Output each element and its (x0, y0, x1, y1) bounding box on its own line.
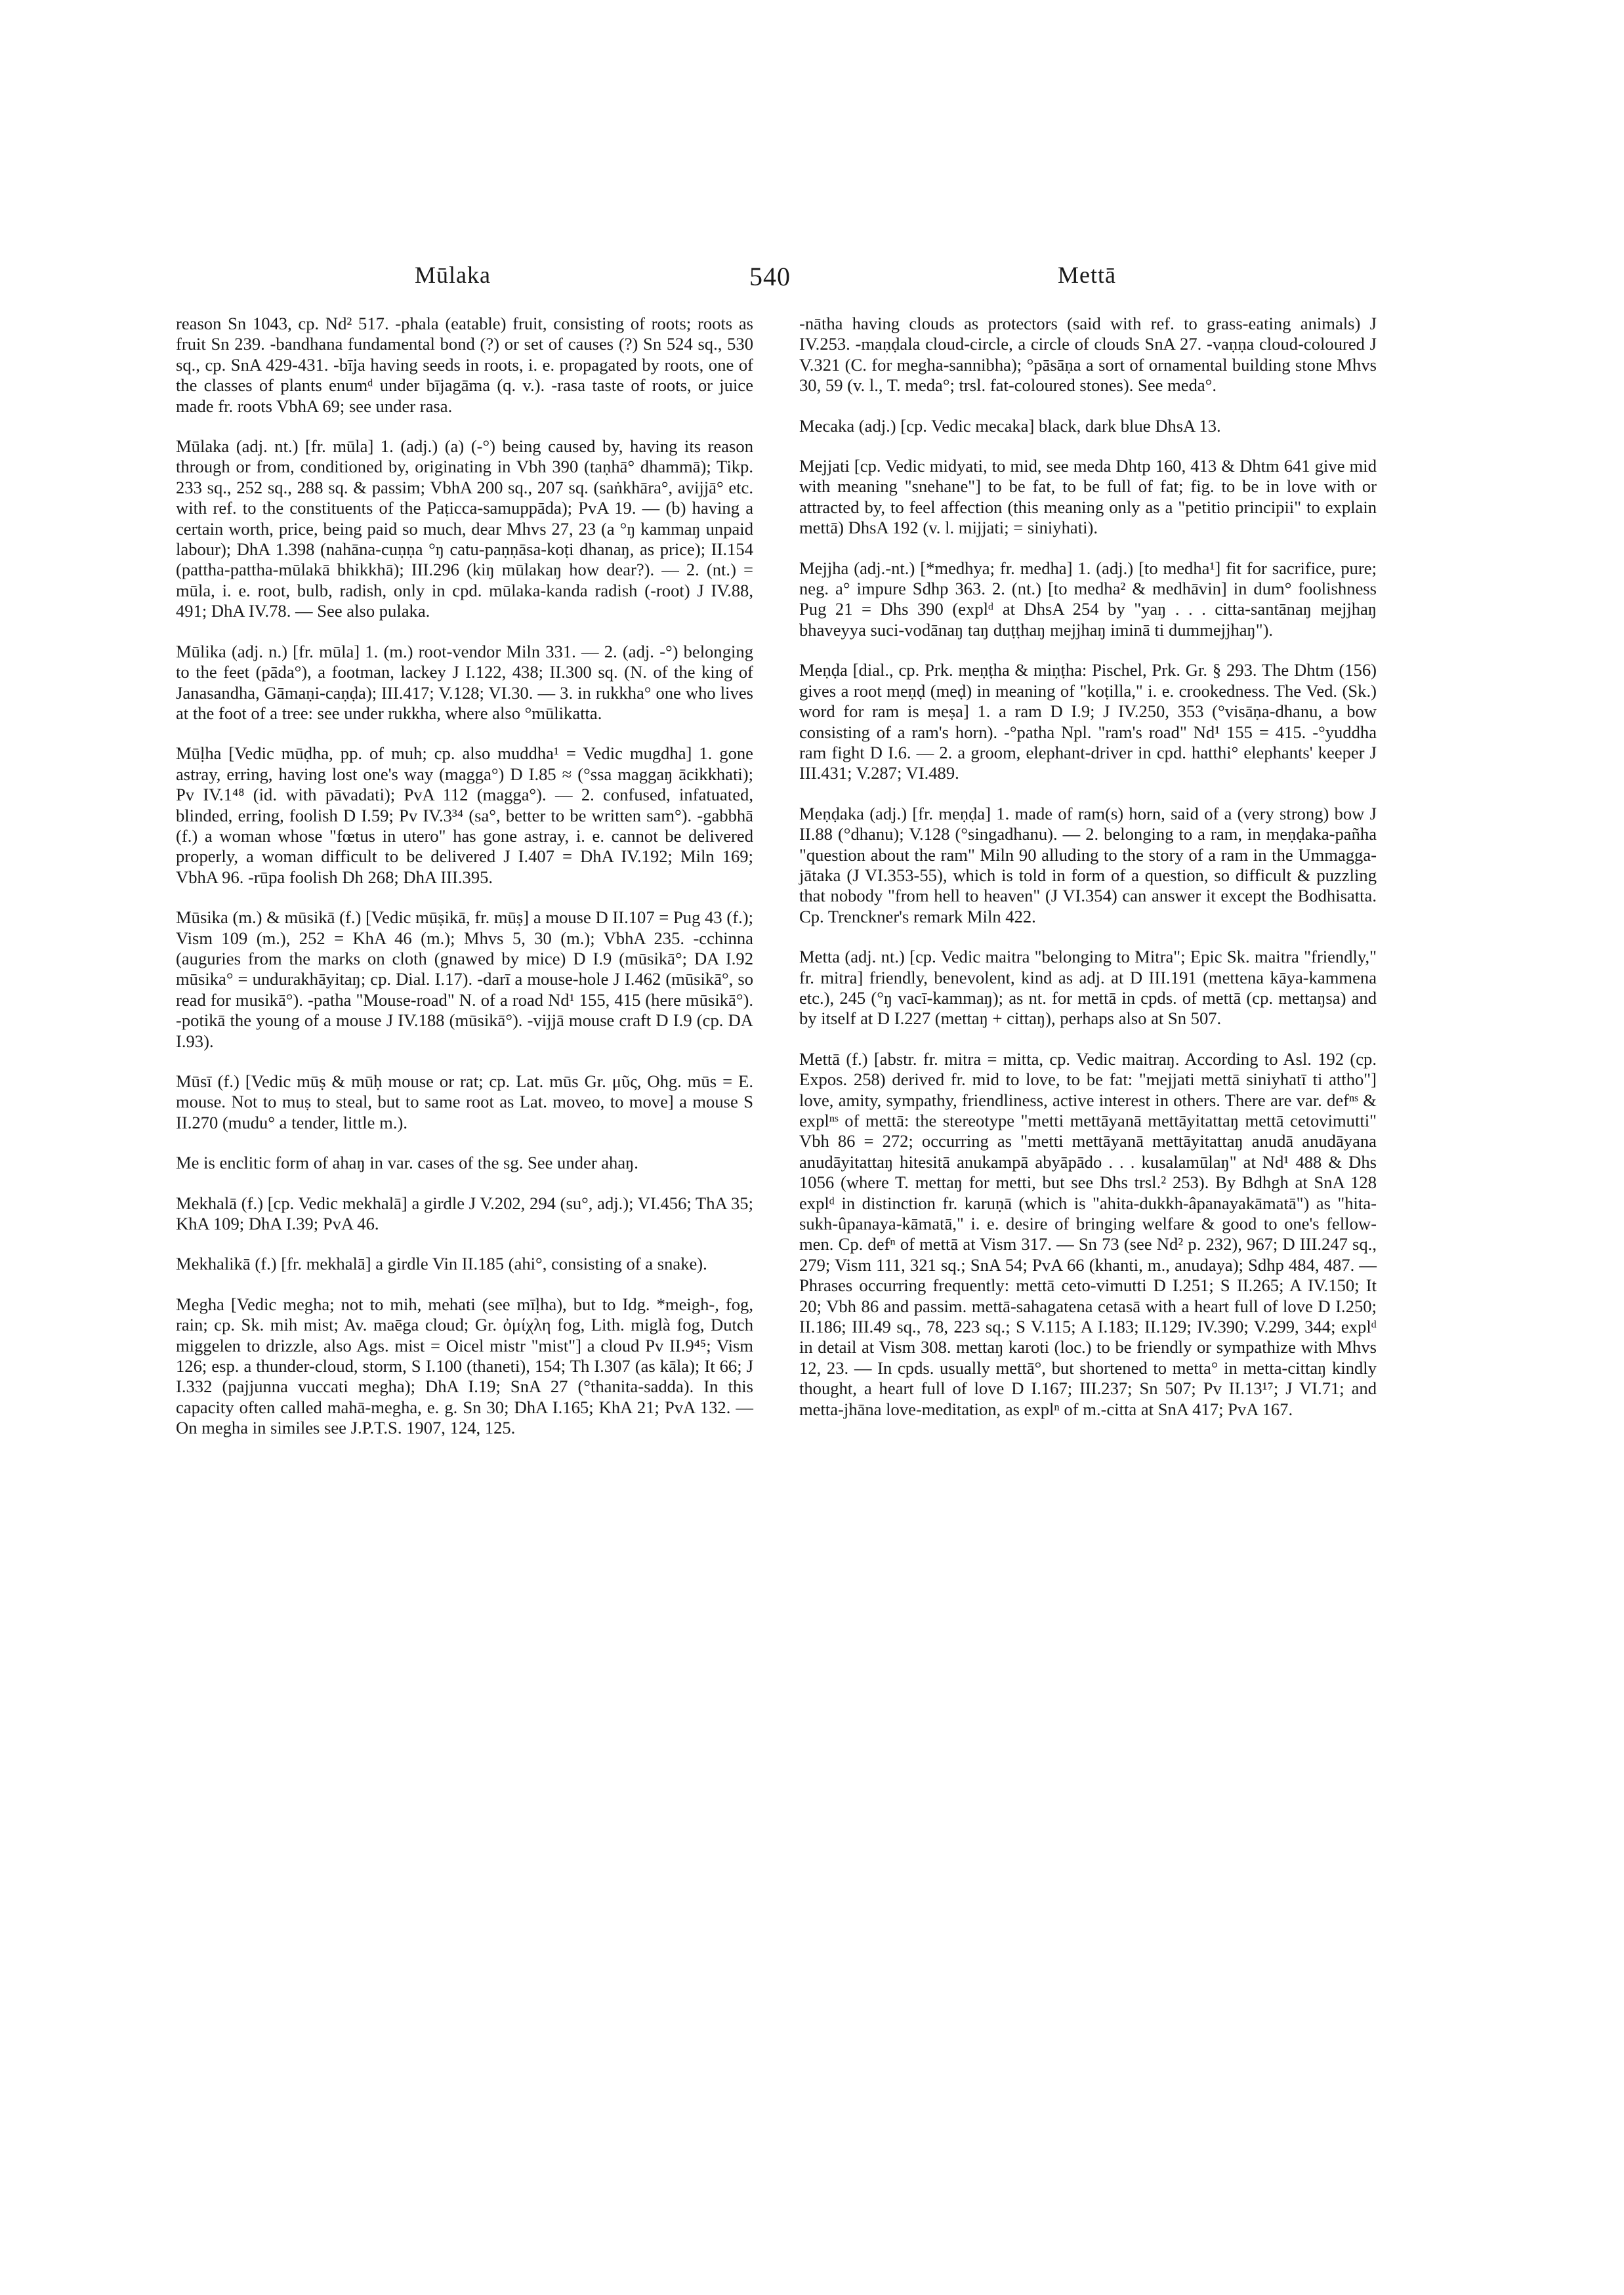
entry-mekhala: Mekhalā (f.) [cp. Vedic mekhalā] a girdle J V.202, 294 (su°, adj.); VI.456; ThA 35; KhA 109; DhA I.39; PvA 46. (176, 1193, 753, 1234)
entry-megha-continued: -nātha having clouds as protectors (said with ref. to grass-eating animals) J IV.253. -maṇḍala cloud-circle, a circle of clouds SnA 27. -vaṇṇa cloud-coloured J V.321 (C. for megha-sannibha); °pāsāṇa a sort of ornamental building stone Mhvs 30, 59 (v. l., T. meda°; trsl. fat-coloured stones). See meda°. (799, 314, 1377, 396)
entry-menda: Meṇḍa [dial., cp. Prk. meṇṭha & miṇṭha: Pischel, Prk. Gr. § 293. The Dhtm (156) gives a root meṇḍ (meḍ) in meaning of "koṭilla," i. e. crookedness. The Ved. (Sk.) word for ram is meṣa] 1. a ram D I.9; J IV.250, 353 (°visāṇa-dhanu, a bow consisting of a ram's horn). -°patha Npl. "ram's road" Nd¹ 155 = 415. -°yuddha ram fight D I.6. — 2. a groom, elephant-driver in cpd. hatthi° elephants' keeper J III.431; V.287; VI.489. (799, 660, 1377, 783)
running-head-left: Mūlaka (415, 262, 491, 288)
running-head-right: Mettā (1058, 262, 1116, 288)
entry-continuation: reason Sn 1043, cp. Nd² 517. -phala (eatable) fruit, consisting of roots; roots as fruit Sn 239. -bandhana fundamental bond (?) or set of causes (?) Sn 524 sq., 530 sq., cp. SnA 429-431. -bīja having seeds in roots, i. e. propagated by roots, one of the classes of plants enumᵈ under bījagāma (q. v.). -rasa taste of roots, or juice made fr. roots VbhA 69; see under rasa. (176, 314, 753, 416)
entry-mulha: Mūḷha [Vedic mūḍha, pp. of muh; cp. also muddha¹ = Vedic mugdha] 1. gone astray, erring, having lost one's way (magga°) D I.85 ≈ (°ssa maggaŋ ācikkhati); Pv IV.1⁴⁸ (id. with pāvadati); PvA 112 (magga°). — 2. confused, infatuated, blinded, erring, foolish D I.59; Pv IV.3³⁴ (sa°, better to be written sam°). -gabbhā (f.) a woman whose "fœtus in utero" has gone astray, i. e. cannot be delivered properly, a woman difficult to be delivered J I.407 = DhA IV.192; Miln 169; VbhA 96. -rūpa foolish Dh 268; DhA III.395. (176, 743, 753, 887)
entry-metta-adj: Metta (adj. nt.) [cp. Vedic maitra "belonging to Mitra"; Epic Sk. maitra "friendly," fr. mitra] friendly, benevolent, kind as adj. at D III.191 (mettena kāya-kammena etc.), 245 (°ŋ vacī-kammaŋ); as nt. for mettā in cpds. of mettā (cp. mettaŋsa) and by itself at D I.227 (mettaŋ + cittaŋ), perhaps also at Sn 507. (799, 947, 1377, 1029)
page-number: 540 (749, 262, 791, 291)
entry-musi: Mūsī (f.) [Vedic mūṣ & mūḥ mouse or rat; cp. Lat. mūs Gr. μῦς, Ohg. mūs = E. mouse. Not to muṣ to steal, but to same root as Lat. moveo, to move] a mouse S II.270 (mudu° a tender, little m.). (176, 1071, 753, 1132)
entry-megha: Megha [Vedic megha; not to mih, mehati (see mīḷha), but to Idg. *meigh-, fog, rain; cp. Sk. mih mist; Av. maēga cloud; Gr. ὀμίχλη fog, Lith. miglà fog, Dutch miggelen to drizzle, also Ags. mist = Oicel mistr "mist"] a cloud Pv II.9⁴⁵; Vism 126; esp. a thunder-cloud, storm, S I.100 (thaneti), 154; Th I.307 (as kāla); It 66; J I.332 (pajjunna vuccati megha); DhA I.19; SnA 27 (°thanita-sadda). In this capacity often called mahā-megha, e. g. Sn 30; DhA I.165; KhA 21; PvA 132. — On megha in similes see J.P.T.S. 1907, 124, 125. (176, 1294, 753, 1438)
entry-mulaka: Mūlaka (adj. nt.) [fr. mūla] 1. (adj.) (a) (-°) being caused by, having its reason through or from, conditioned by, originating in Vbh 390 (taṇhā° dhammā); Tikp. 233 sq., 252 sq., 288 sq. & passim; VbhA 200 sq., 207 sq. (saṅkhāra°, avijjā° etc. with ref. to the constituents of the Paṭicca-samuppāda); PvA 19. — (b) having a certain worth, price, being paid so much, dear Mhvs 27, 23 (a °ŋ kammaŋ unpaid labour); DhA 1.398 (nahāna-cuṇṇa °ŋ catu-paṇṇāsa-koṭi dhanaŋ, as price); II.154 (pattha-pattha-mūlakā bhikkhā); III.296 (kiŋ mūlakaŋ how dear?). — 2. (nt.) = mūla, i. e. root, bulb, radish, only in cpd. mūlaka-kanda radish (-root) J IV.88, 491; DhA IV.78. — See also pulaka. (176, 436, 753, 621)
left-column (176, 314, 753, 1458)
entry-mekhalika: Mekhalikā (f.) [fr. mekhalā] a girdle Vin II.185 (ahi°, consisting of a snake). (176, 1254, 707, 1274)
entry-musika: Mūsika (m.) & mūsikā (f.) [Vedic mūṣikā, fr. mūṣ] a mouse D II.107 = Pug 43 (f.); Vism 109 (m.), 252 = KhA 46 (m.); Mhvs 5, 30 (m.); VbhA 235. -cchinna (auguries from the marks on cloth (gnawed by mice) D I.9 (mūsikā°; DA I.92 mūsika° = undurakhāyitaŋ; cp. Dial. I.17). -darī a mouse-hole J I.462 (mūsikā°, so read for musikā°). -patha "Mouse-road" N. of a road Nd¹ 155, 415 (here mūsikā°). -potikā the young of a mouse J IV.188 (mūsikā°). -vijjā mouse craft D I.9 (cp. DA I.93). (176, 907, 753, 1051)
entry-mulika: Mūlika (adj. n.) [fr. mūla] 1. (m.) root-vendor Miln 331. — 2. (adj. -°) belonging to the feet (pāda°), a footman, lackey J I.122, 438; II.300 sq. (N. of the king of Janasandha, Gāmaṇi-caṇḍa); III.417; V.128; VI.30. — 3. in rukkha° one who lives at the foot of a tree: see under rukkha, where also °mūlikatta. (176, 641, 753, 723)
right-column (799, 314, 1377, 1439)
entry-me: Me is enclitic form of ahaŋ in var. cases of the sg. See under ahaŋ. (176, 1153, 638, 1173)
entry-mejjha: Mejjha (adj.-nt.) [*medhya; fr. medha] 1. (adj.) [to medha¹] fit for sacrifice, pure; neg. a° impure Sdhp 363. 2. (nt.) [to medha² & medhāvin] in dum° foolishness Pug 21 = Dhs 390 (explᵈ at DhsA 254 by "yaŋ . . . citta-santānaŋ mejjhaŋ bhaveyya suci-vodānaŋ taŋ duṭṭhaŋ mejjhaŋ iminā ti dummejjhaŋ"). (799, 558, 1377, 640)
entry-mejjati: Mejjati [cp. Vedic midyati, to mid, see meda Dhtp 160, 413 & Dhtm 641 give mid with meaning "snehane"] to be fat, to be full of fat; fig. to be in love with or attracted by, to feel affection (this meaning only as a "petitio principii" to explain mettā) DhsA 192 (v. l. mijjati; = siniyhati). (799, 456, 1377, 538)
entry-metta-f: Mettā (f.) [abstr. fr. mitra = mitta, cp. Vedic maitraŋ. According to Asl. 192 (cp. Expos. 258) derived fr. mid to love, to be fat: "mejjati mettā siniyhatī ti attho"] love, amity, sympathy, friendliness, active interest in others. There are var. defⁿˢ & explⁿˢ of mettā: the stereotype "metti mettāyanā mettāyitattaŋ mettā cetovimutti" Vbh 86 = 272; occurring as "metti mettāyanā mettāyitattaŋ anudā anudāyana anudāyitattaŋ hitesitā anukampā abyāpādo . . . kusalamūlaŋ" at Nd¹ 488 & Dhs 1056 (where T. mettaŋ for metti, but see Dhs trsl.² 253). By Bdhgh at SnA 128 explᵈ in distinction fr. karuṇā (which is "ahita-dukkh-âpanayakāmatā") as "hita-sukh-ûpanaya-kāmatā," i. e. desire of bringing welfare & good to one's fellow-men. Cp. defⁿ of mettā at Vism 317. — Sn 73 (see Nd² p. 232), 967; D III.247 sq., 279; Vism 111, 321 sq.; SnA 54; PvA 66 (khanti, m., anudaya); Sdhp 484, 487. — Phrases occurring frequently: mettā ceto-vimutti D I.251; S II.265; A IV.150; It 20; Vbh 86 and passim. mettā-sahagatena cetasā with a heart full of love D I.250; II.186; III.49 sq., 78, 223 sq.; S V.115; A I.183; II.129; IV.390; V.299, 344; explᵈ in detail at Vism 308. mettaŋ karoti (loc.) to be friendly or sympathize with Mhvs 12, 23. — In cpds. usually mettā°, but shortened to metta° in metta-cittaŋ kindly thought, a heart full of love D I.167; III.237; Sn 507; Pv II.13¹⁷; J VI.71; and metta-jhāna love-meditation, as explⁿ of m.-citta at SnA 417; PvA 167. (799, 1048, 1377, 1419)
entry-mendaka: Meṇḍaka (adj.) [fr. meṇḍa] 1. made of ram(s) horn, said of a (very strong) bow J II.88 (°dhanu); V.128 (°singadhanu). — 2. belonging to a ram, in meṇḍaka-pañha "question about the ram" Miln 90 alluding to the story of a ram in the Ummagga-jātaka (J VI.353-55), which is told in form of a question, so difficult & puzzling that nobody "from hell to heaven" (J VI.354) can answer it except the Bodhisatta. Cp. Trenckner's remark Miln 422. (799, 803, 1377, 926)
entry-mecaka: Mecaka (adj.) [cp. Vedic mecaka] black, dark blue DhsA 13. (799, 415, 1221, 436)
